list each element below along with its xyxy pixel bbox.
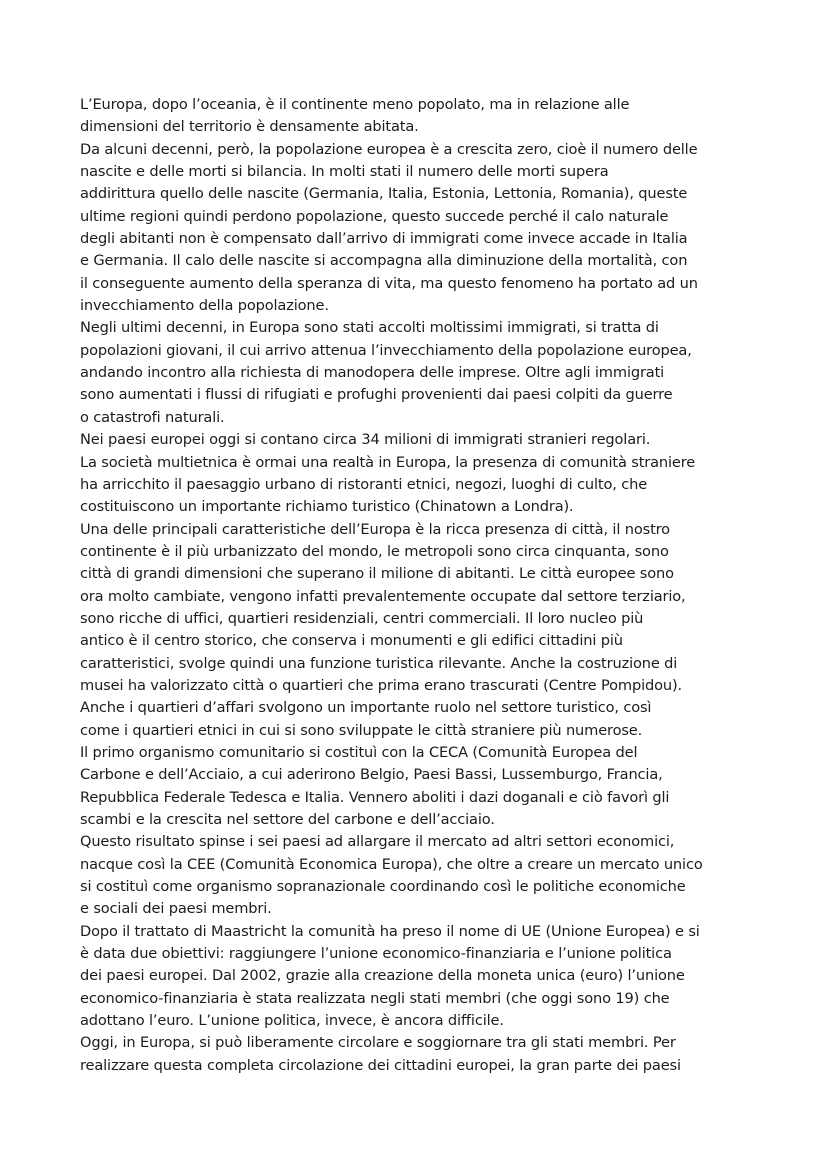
handwritten-text-block (80, 94, 770, 1077)
text-line: e sociali dei paesi membri. (80, 900, 272, 918)
text-line: Carbone e dell’Acciaio, a cui aderirono Belgio, Paesi Bassi, Lussemburgo, Francia, (80, 766, 663, 784)
text-line: il conseguente aumento della speranza di vita, ma questo fenomeno ha portato ad un (80, 274, 698, 292)
text-line: realizzare questa completa circolazione dei cittadini europei, la gran parte dei paesi (80, 1056, 681, 1074)
text-line: andando incontro alla richiesta di manodopera delle imprese. Oltre agli immigrati (80, 364, 665, 382)
text-line: Anche i quartieri d’affari svolgono un importante ruolo nel settore turistico, così (80, 699, 652, 717)
text-line: città di grandi dimensioni che superano il milione di abitanti. Le città europee sono (80, 565, 674, 583)
text-line: è data due obiettivi: raggiungere l’unione economico-finanziaria e l’unione politica (80, 945, 672, 963)
text-line: si costituì come organismo sopranazionale coordinando così le politiche economiche (80, 878, 686, 896)
text-line: Da alcuni decenni, però, la popolazione europea è a crescita zero, cioè il numero delle (80, 140, 698, 158)
text-line: caratteristici, svolge quindi una funzione turistica rilevante. Anche la costruzione di (80, 654, 678, 672)
text-line: e Germania. Il calo delle nascite si accompagna alla diminuzione della mortalità, con (80, 252, 688, 270)
text-line: nacque così la CEE (Comunità Economica Europa), che oltre a creare un mercato unico (80, 855, 703, 873)
text-line: invecchiamento della popolazione. (80, 297, 329, 315)
text-line: La società multietnica è ormai una realtà in Europa, la presenza di comunità straniere (80, 453, 696, 471)
text-line: come i quartieri etnici in cui si sono sviluppate le città straniere più numerose. (80, 721, 643, 739)
text-line: degli abitanti non è compensato dall’arrivo di immigrati come invece accade in Italia (80, 230, 688, 248)
text-line: addirittura quello delle nascite (Germania, Italia, Estonia, Lettonia, Romania), queste (80, 185, 688, 203)
text-line: Il primo organismo comunitario si costituì con la CECA (Comunità Europea del (80, 743, 638, 761)
text-line: Oggi, in Europa, si può liberamente circolare e soggiornare tra gli stati membri. Per (80, 1034, 676, 1052)
text-line: antico è il centro storico, che conserva i monumenti e gli edifici cittadini più (80, 632, 623, 650)
text-line: dimensioni del territorio è densamente abitata. (80, 118, 419, 136)
text-line: Questo risultato spinse i sei paesi ad allargare il mercato ad altri settori economici, (80, 833, 675, 851)
text-line: economico-finanziaria è stata realizzata negli stati membri (che oggi sono 19) che (80, 989, 670, 1007)
text-line: musei ha valorizzato città o quartieri che prima erano trascurati (Centre Pompidou). (80, 676, 683, 694)
text-line: ha arricchito il paesaggio urbano di ristoranti etnici, negozi, luoghi di culto, che (80, 475, 648, 493)
text-line: sono ricche di uffici, quartieri residenziali, centri commerciali. Il loro nucleo più (80, 609, 644, 627)
text-line: Repubblica Federale Tedesca e Italia. Vennero aboliti i dazi doganali e ciò favorì gli (80, 788, 670, 806)
text-line: scambi e la crescita nel settore del carbone e dell’acciaio. (80, 811, 495, 828)
text-line: Una delle principali caratteristiche dell’Europa è la ricca presenza di città, il nostro (80, 520, 670, 538)
text-line: adottano l’euro. L’unione politica, invece, è ancora difficile. (80, 1012, 504, 1030)
text-line: L’Europa, dopo l’oceania, è il continente meno popolato, ma in relazione alle (80, 96, 630, 113)
text-line: costituiscono un importante richiamo turistico (Chinatown a Londra). (80, 498, 574, 516)
text-line: dei paesi europei. Dal 2002, grazie alla creazione della moneta unica (euro) l’unione (80, 967, 685, 985)
text-line: Nei paesi europei oggi si contano circa 34 milioni di immigrati stranieri regolari. (80, 431, 651, 449)
text-line: o catastrofi naturali. (80, 408, 225, 426)
text-line: nascite e delle morti si bilancia. In molti stati il numero delle morti supera (80, 163, 609, 181)
text-line: ora molto cambiate, vengono infatti prevalentemente occupate dal settore terziario, (80, 587, 686, 605)
text-line: ultime regioni quindi perdono popolazione, questo succede perché il calo naturale (80, 207, 669, 225)
text-line: Negli ultimi decenni, in Europa sono stati accolti moltissimi immigrati, si tratta di (80, 319, 659, 337)
text-line: sono aumentati i flussi di rifugiati e profughi provenienti dai paesi colpiti da guerre (80, 386, 673, 404)
text-line: popolazioni giovani, il cui arrivo attenua l’invecchiamento della popolazione europea, (80, 341, 692, 359)
text-line: continente è il più urbanizzato del mondo, le metropoli sono circa cinquanta, sono (80, 542, 669, 560)
text-line: Dopo il trattato di Maastricht la comunità ha preso il nome di UE (Unione Europea) e si (80, 922, 700, 940)
